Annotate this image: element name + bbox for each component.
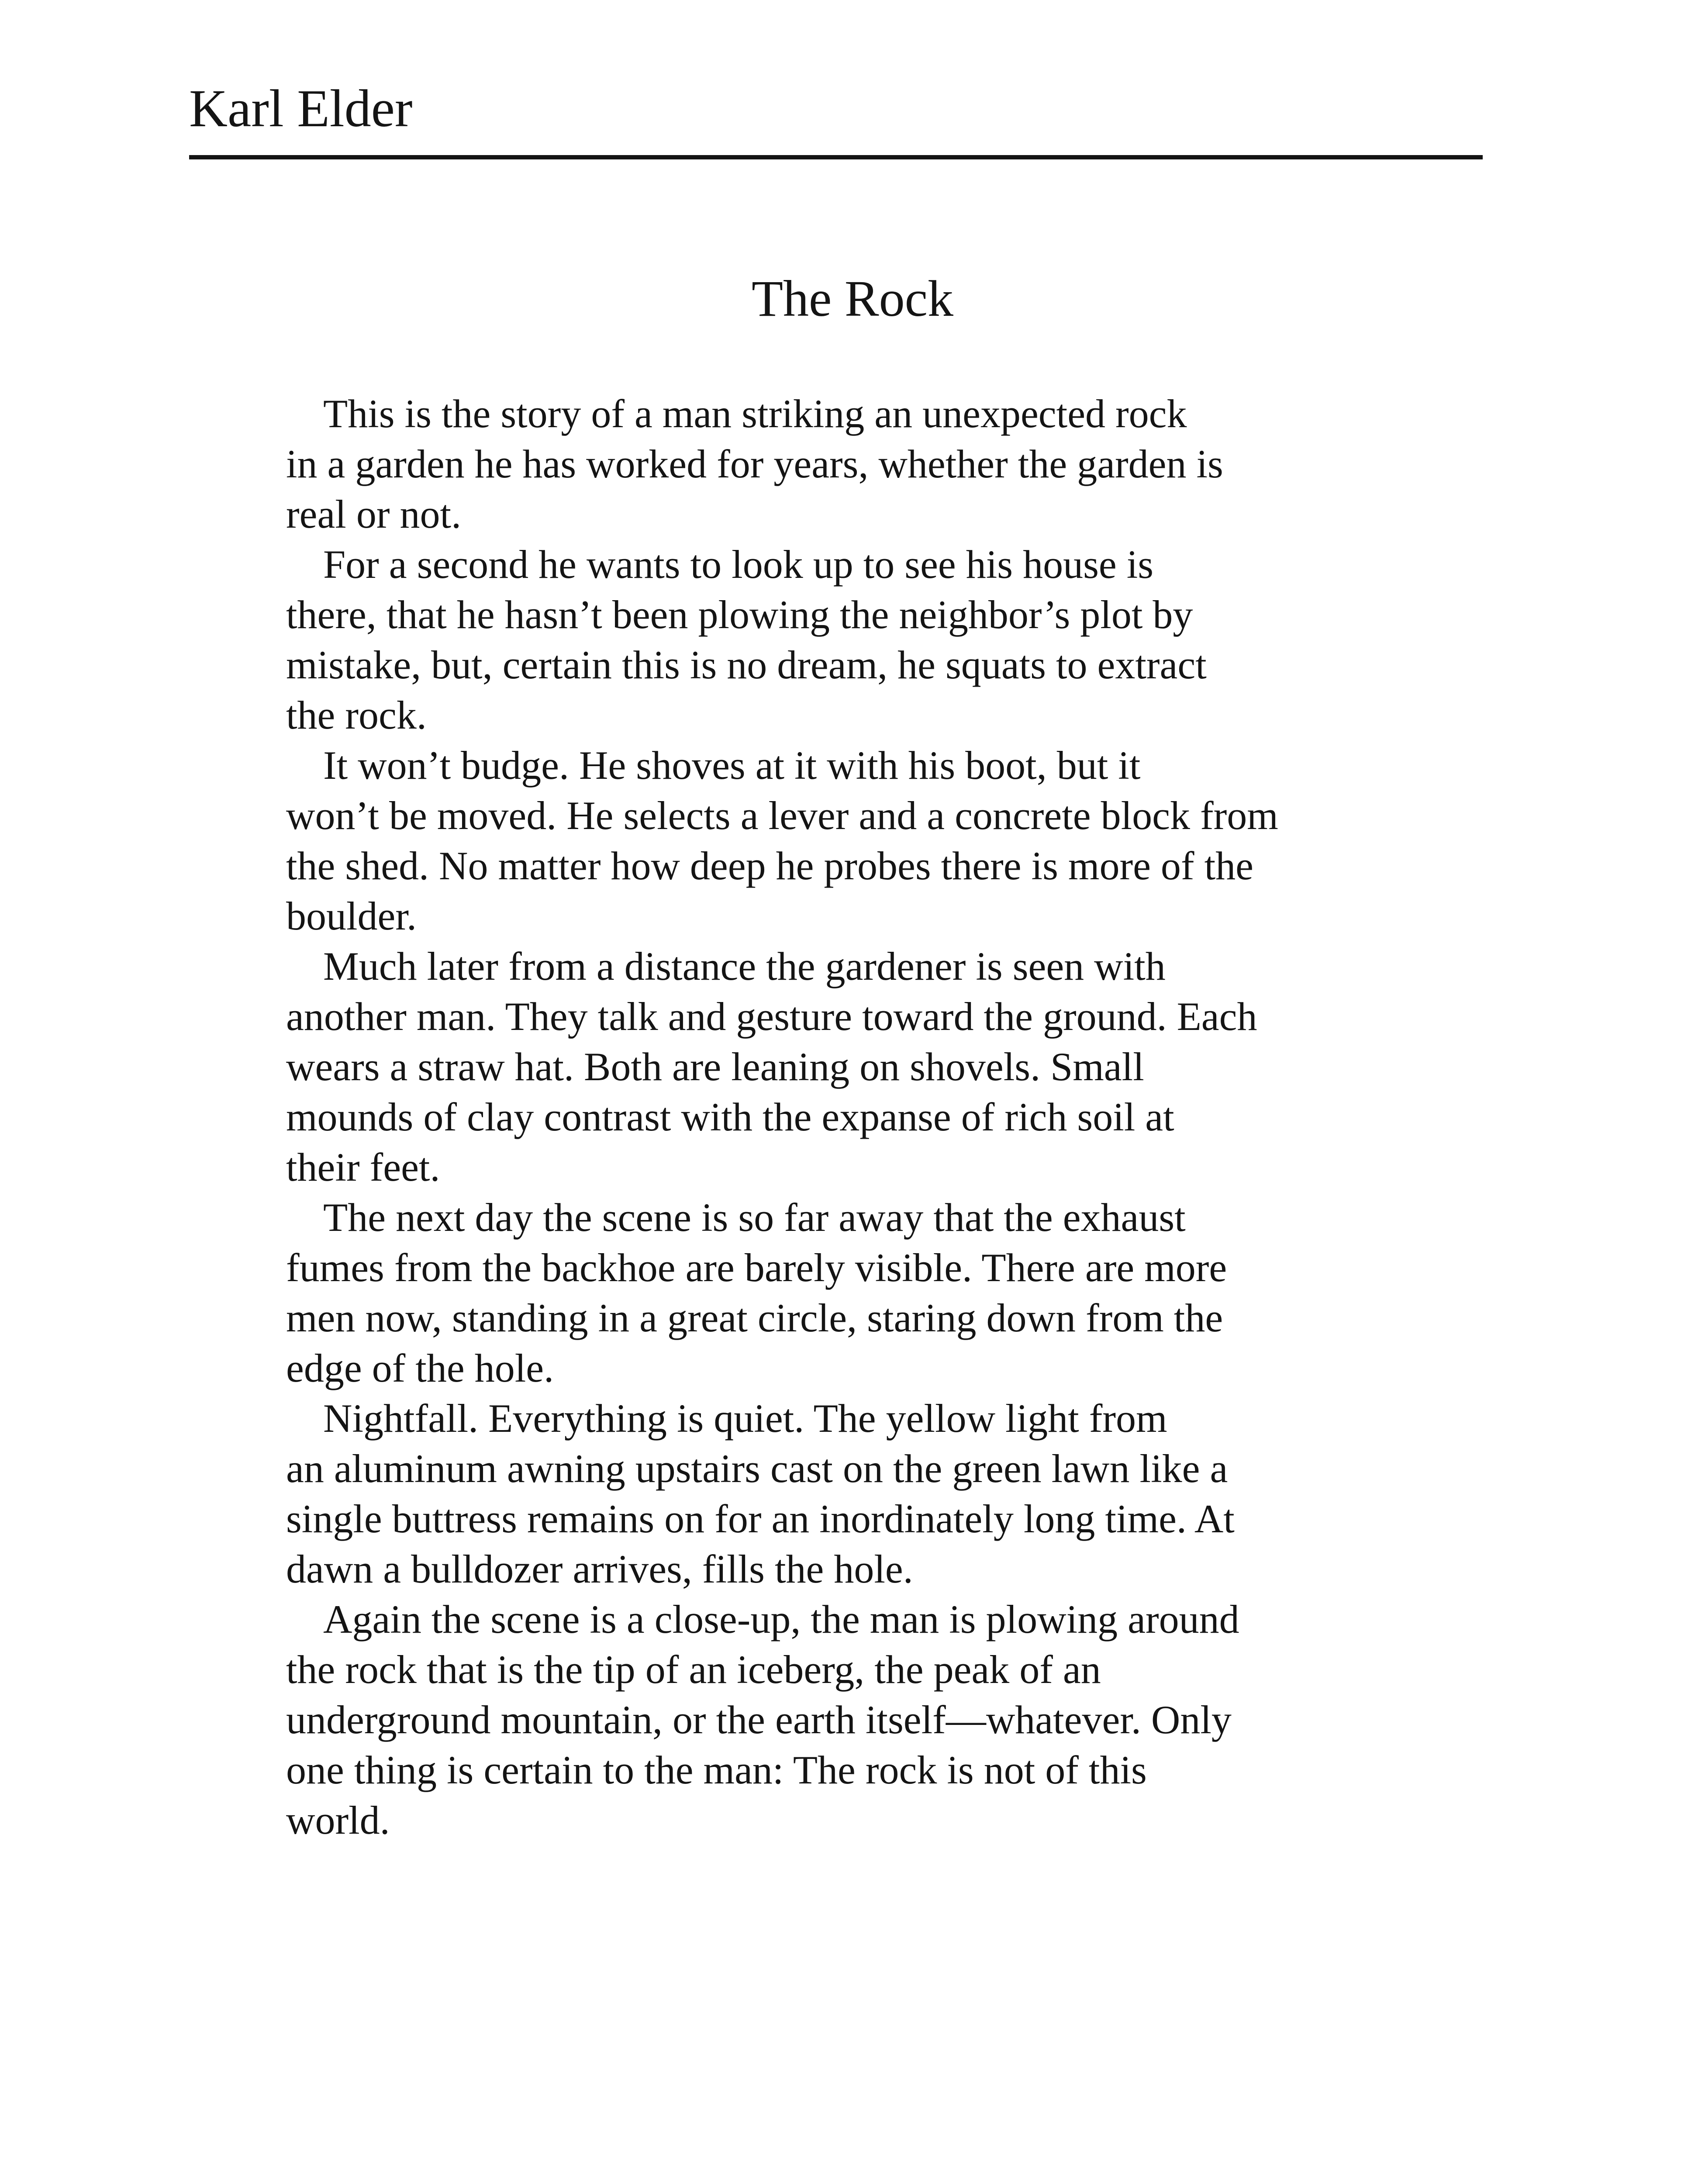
text-line: boulder. (286, 894, 417, 938)
text-line: one thing is certain to the man: The rock is not of this (286, 1748, 1147, 1792)
paragraph (286, 1192, 1465, 1393)
text-line: won’t be moved. He selects a lever and a concrete block from (286, 793, 1278, 838)
text-line: fumes from the backhoe are barely visible. There are more (286, 1245, 1227, 1290)
paragraph (286, 1393, 1465, 1594)
paragraph (286, 740, 1465, 941)
header-rule (189, 155, 1483, 159)
paragraph (286, 389, 1465, 539)
text-line: edge of the hole. (286, 1346, 554, 1390)
text-line: This is the story of a man striking an unexpected rock (323, 391, 1187, 436)
text-line: there, that he hasn’t been plowing the neighbor’s plot by (286, 592, 1193, 637)
text-line: underground mountain, or the earth itself—whatever. Only (286, 1697, 1232, 1742)
text-line: The next day the scene is so far away that the exhaust (323, 1195, 1186, 1240)
text-line: their feet. (286, 1145, 440, 1189)
text-line: the rock. (286, 693, 427, 737)
text-line: the shed. No matter how deep he probes there is more of the (286, 843, 1253, 888)
text-line: in a garden he has worked for years, whether the garden is (286, 442, 1223, 486)
text-line: Much later from a distance the gardener is seen with (323, 944, 1166, 988)
text-line: men now, standing in a great circle, staring down from the (286, 1296, 1223, 1340)
poem-body (286, 389, 1465, 1845)
text-line: dawn a bulldozer arrives, fills the hole. (286, 1547, 913, 1591)
text-line: real or not. (286, 492, 462, 536)
paragraph (286, 941, 1465, 1192)
text-line: Again the scene is a close-up, the man is plowing around (323, 1597, 1239, 1641)
text-line: mounds of clay contrast with the expanse of rich soil at (286, 1095, 1174, 1139)
text-line: Nightfall. Everything is quiet. The yellow light from (323, 1396, 1167, 1441)
text-line: For a second he wants to look up to see his house is (323, 542, 1154, 587)
text-line: wears a straw hat. Both are leaning on shovels. Small (286, 1044, 1144, 1089)
text-line: another man. They talk and gesture toward the ground. Each (286, 994, 1257, 1039)
text-line: the rock that is the tip of an iceberg, the peak of an (286, 1647, 1101, 1692)
running-header-author: Karl Elder (189, 79, 413, 138)
paragraph (286, 539, 1465, 740)
text-line: mistake, but, certain this is no dream, he squats to extract (286, 643, 1207, 687)
text-line: world. (286, 1798, 390, 1842)
text-line: single buttress remains on for an inordinately long time. At (286, 1496, 1235, 1541)
poem-title: The Rock (751, 270, 954, 327)
text-line: It won’t budge. He shoves at it with his boot, but it (323, 743, 1141, 788)
paragraph (286, 1594, 1465, 1845)
text-line: an aluminum awning upstairs cast on the green lawn like a (286, 1446, 1228, 1491)
